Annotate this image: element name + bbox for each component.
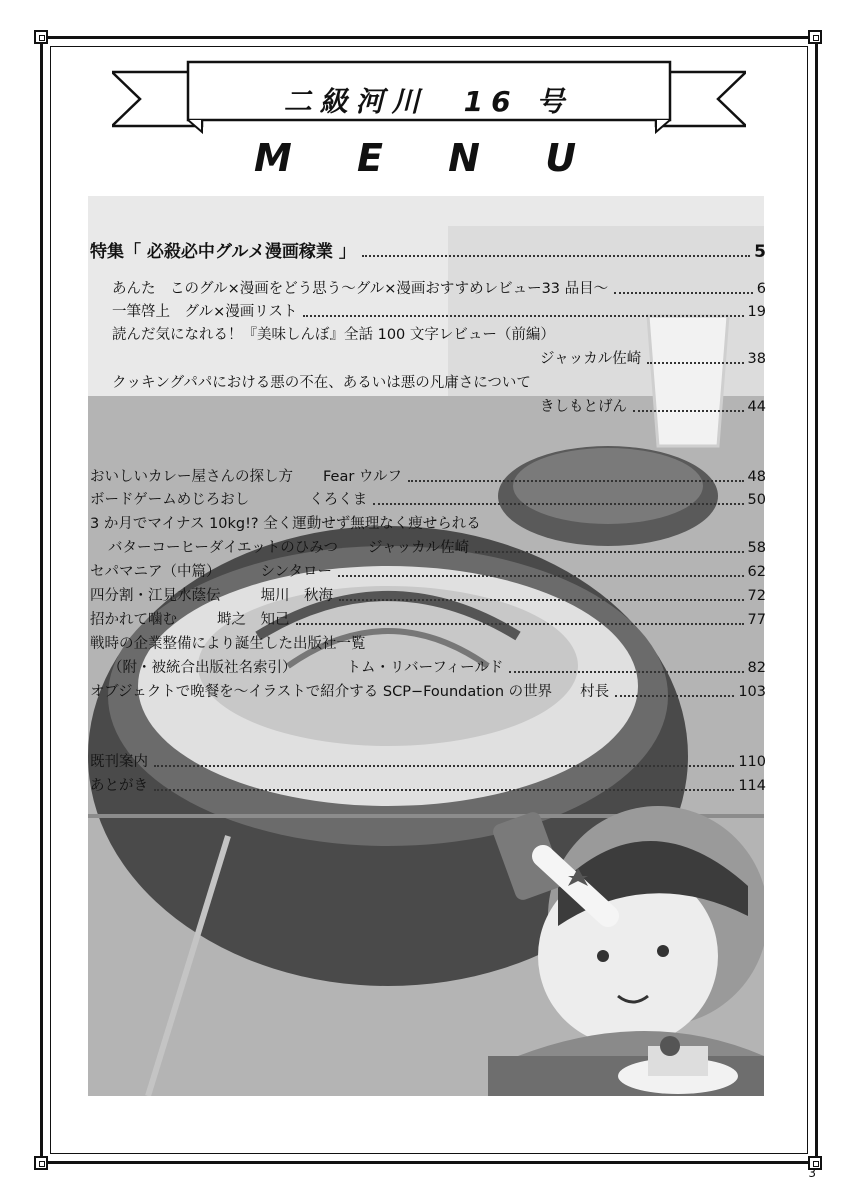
entry-author: シンタロー (260, 564, 333, 580)
page-number: 50 (747, 492, 766, 508)
frame-corner-top-left (34, 30, 48, 44)
entry-title: 一筆啓上 グル×漫画リスト (112, 304, 298, 320)
dot-leader (475, 551, 743, 553)
toc-entry (540, 397, 766, 417)
page-number: 6 (756, 281, 766, 297)
entry-title: あとがき (90, 778, 148, 794)
dot-leader (362, 255, 750, 257)
entry-author: 村長 (580, 684, 610, 700)
feature-title: 特集「 必殺必中グルメ漫画稼業 」 (90, 242, 356, 262)
frame-corner-top-right (808, 30, 822, 44)
toc-entry (112, 279, 766, 299)
entry-title: あんた このグル×漫画をどう思う～グル×漫画おすすめレビュー33 品目～ (112, 281, 609, 297)
entry-author: Fear ウルフ (323, 469, 402, 485)
menu-heading: M E N U (253, 136, 603, 180)
frame-corner-bottom-left (34, 1156, 48, 1170)
dot-leader (339, 599, 744, 601)
entry-title: 読んだ気になれる！『美味しんぼ』全話 100 文字レビュー（前編） (112, 327, 555, 343)
dot-leader (154, 789, 734, 791)
entry-title: 戦時の企業整備により誕生した出版社一覧 (90, 636, 366, 652)
dot-leader (509, 671, 743, 673)
entry-author: ジャッカル佐崎 (540, 351, 642, 367)
entry-author: ジャッカル佐崎 (367, 540, 470, 556)
toc-entry (90, 490, 766, 510)
dot-leader (614, 292, 753, 294)
magazine-title: 二級河川 16 号 (283, 85, 573, 118)
toc-entry (540, 349, 766, 369)
page-number: 48 (747, 469, 766, 485)
feature-title-entry (90, 242, 766, 262)
page-number: 62 (747, 564, 766, 580)
page-number: 58 (747, 540, 766, 556)
entry-title: クッキングパパにおける悪の不在、あるいは悪の凡庸さについて (112, 375, 531, 391)
toc-entry (108, 538, 766, 558)
entry-title: ボードゲームめじろおし (90, 492, 250, 508)
entry-author: きしもとげん (540, 399, 627, 415)
entry-title: 四分割・江見水蔭伝 (90, 588, 221, 604)
toc-entry (90, 586, 766, 606)
dot-leader (615, 695, 734, 697)
page-number: 19 (747, 304, 766, 320)
entry-author: 塒之 知己 (217, 612, 290, 628)
entry-author: くろくま (309, 492, 368, 508)
entry-title: オブジェクトで晩餐を～イラストで紹介する SCP−Foundation の世界 (90, 684, 553, 700)
page-number-footer: 3 (808, 1166, 816, 1180)
dot-leader (338, 575, 743, 577)
page-number: 5 (754, 242, 766, 262)
toc-entry (90, 682, 766, 702)
entry-subtitle: バターコーヒーダイエットのひみつ (108, 540, 338, 556)
entry-author: 堀川 秋海 (260, 588, 333, 604)
toc-entry (90, 467, 766, 487)
dot-leader (373, 503, 743, 505)
page-number: 103 (738, 684, 766, 700)
dot-leader (154, 765, 734, 767)
entry-subtitle: （附・被統合出版社名索引） (108, 660, 297, 676)
dot-leader (296, 623, 744, 625)
toc-entry (90, 752, 766, 772)
toc-entry (108, 658, 766, 678)
toc-entry (112, 302, 766, 322)
entry-title: 既刊案内 (90, 754, 148, 770)
entry-author: トム・リバーフィールド (346, 660, 504, 676)
entry-title: 3 か月でマイナス 10kg!? 全く運動せず無理なく痩せられる (90, 516, 481, 532)
page-number: 38 (747, 351, 766, 367)
dot-leader (633, 410, 744, 412)
toc-entry (90, 562, 766, 582)
page-number: 72 (747, 588, 766, 604)
dot-leader (408, 480, 744, 482)
page-number: 110 (738, 754, 766, 770)
entry-title: おいしいカレー屋さんの探し方 (90, 469, 293, 485)
dot-leader (647, 362, 743, 364)
toc-entry (90, 776, 766, 796)
toc-entry (90, 610, 766, 630)
entry-title: セパマニア（中篇） (90, 564, 221, 580)
page-number: 44 (747, 399, 766, 415)
dot-leader (303, 315, 743, 317)
entry-title: 招かれて噛む (90, 612, 177, 628)
page-number: 114 (738, 778, 766, 794)
page-number: 77 (747, 612, 766, 628)
page-number: 82 (747, 660, 766, 676)
